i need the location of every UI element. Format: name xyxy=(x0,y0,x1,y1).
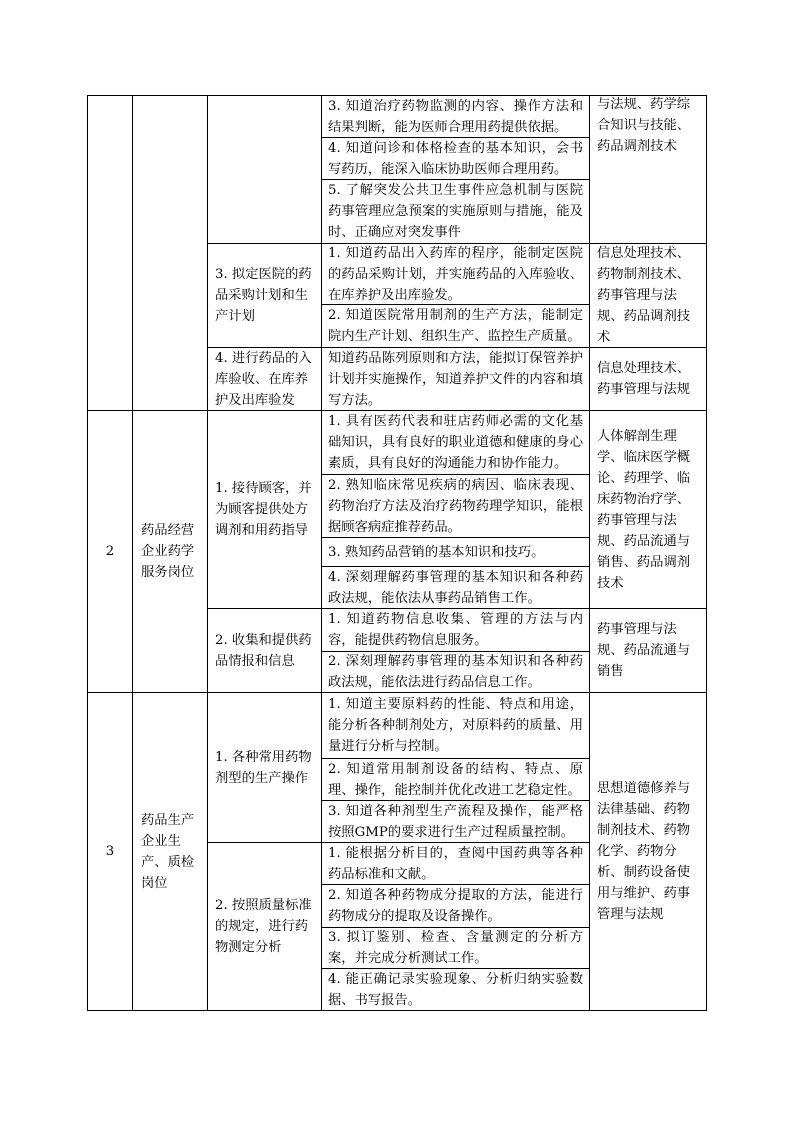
ability-cell xyxy=(321,179,590,244)
ability-text: 5. 了解突发公共卫生事件应急机制与医院药事管理应急预案的实施原则与措施，能及时、正确应对突发事件 xyxy=(328,183,583,240)
job-ability-course-table xyxy=(87,95,707,1011)
ability-text: 3. 知道各种剂型生产流程及操作，能严格按照GMP的要求进行生产过程质量控制。 xyxy=(328,803,583,840)
task-cell xyxy=(207,842,322,1011)
task-text: 2. 按照质量标准的规定，进行药物测定分析 xyxy=(215,898,312,955)
section-number: 3 xyxy=(105,844,115,859)
courses-cell xyxy=(589,243,707,348)
task-cell xyxy=(207,692,322,843)
ability-text: 2. 知道各种药物成分提取的方法，能进行药物成分的提取及设备操作。 xyxy=(328,888,583,924)
task-text: 2. 收集和提供药品情报和信息 xyxy=(215,632,312,669)
position-cell xyxy=(132,692,208,1011)
ability-cell xyxy=(321,95,590,138)
section-1-position-cell xyxy=(132,95,208,411)
courses-cell xyxy=(589,95,707,244)
ability-cell xyxy=(321,842,590,885)
section-1-number-cell xyxy=(87,95,133,411)
task-text: 4. 进行药品的入库验收、在库养护及出库验发 xyxy=(215,350,312,408)
ability-cell xyxy=(321,410,590,475)
position-text: 药品经营企业药学服务岗位 xyxy=(141,523,195,580)
courses-text: 人体解剖生理学、临床医学概论、药理学、临床药物治疗学、药事管理与法规、药品流通与销售、药品调剂技术 xyxy=(597,428,691,591)
ability-cell xyxy=(321,651,590,693)
section-number-cell xyxy=(87,692,133,1011)
ability-cell xyxy=(321,968,590,1011)
ability-cell xyxy=(321,800,590,843)
courses-text: 药事管理与法规、药品流通与销售 xyxy=(597,622,691,679)
ability-cell xyxy=(321,137,590,180)
ability-text: 1. 能根据分析目的，查阅中国药典等各种药品标准和文献。 xyxy=(328,845,583,882)
ability-text: 3. 熟知药品营销的基本知识和技巧。 xyxy=(328,544,545,560)
task-cell xyxy=(207,347,322,411)
ability-text: 1. 具有医药代表和驻店药师必需的文化基础知识，具有良好的职业道德和健康的身心素质，具有良好的沟通能力和协作能力。 xyxy=(328,414,583,471)
ability-text: 1. 知道药品出入药库的程序，能制定医院的药品采购计划，并实施药品的入库验收、在库养护及出库验发。 xyxy=(328,245,583,303)
ability-cell xyxy=(321,884,590,928)
courses-cell xyxy=(589,347,707,411)
section-1-task-continued-cell xyxy=(207,95,322,244)
ability-text: 2. 知道常用制剂设备的结构、特点、原理、操作，能控制并优化改进工艺稳定性。 xyxy=(328,761,583,798)
ability-text: 2. 知道医院常用制剂的生产方法，能制定院内生产计划、组织生产、监控生产质量。 xyxy=(328,308,583,344)
ability-cell xyxy=(321,347,590,411)
task-text: 1. 接待顾客，并为顾客提供处方调剂和用药指导 xyxy=(215,481,312,538)
courses-text: 信息处理技术、药事管理与法规 xyxy=(597,361,691,397)
courses-cell xyxy=(589,692,707,1011)
ability-cell xyxy=(321,537,590,567)
ability-text: 1. 知道药物信息收集、管理的方法与内容，能提供药物信息服务。 xyxy=(328,612,583,648)
task-text: 1. 各种常用药物剂型的生产操作 xyxy=(215,749,312,786)
task-cell xyxy=(207,410,322,609)
courses-text: 与法规、药学综合知识与技能、药品调剂技术 xyxy=(597,97,691,154)
ability-text: 4. 知道问诊和体格检查的基本知识，会书写药历，能深入临床协助医师合理用药。 xyxy=(328,140,583,177)
ability-cell xyxy=(321,927,590,969)
section-number: 2 xyxy=(105,544,115,559)
ability-cell xyxy=(321,608,590,652)
ability-text: 3. 拟订鉴别、检查、含量测定的分析方案，并完成分析测试工作。 xyxy=(328,930,583,966)
ability-text: 4. 深刻理解药事管理的基本知识和各种药政法规，能依法从事药品销售工作。 xyxy=(328,569,583,606)
ability-text: 知道药品陈列原则和方法，能拟订保管养护计划并实施操作，知道养护文件的内容和填写方法。 xyxy=(328,350,583,408)
section-number-cell xyxy=(87,410,133,693)
ability-text: 2. 深刻理解药事管理的基本知识和各种药政法规，能依法进行药品信息工作。 xyxy=(328,654,583,690)
ability-cell xyxy=(321,304,590,348)
ability-cell xyxy=(321,692,590,759)
position-text: 药品生产企业生产、质检岗位 xyxy=(141,812,195,891)
task-cell xyxy=(207,608,322,693)
courses-text: 信息处理技术、药物制剂技术、药事管理与法规、药品调剂技术 xyxy=(597,246,691,345)
courses-cell xyxy=(589,608,707,693)
ability-cell xyxy=(321,243,590,305)
ability-text: 4. 能正确记录实验现象、分析归纳实验数据、书写报告。 xyxy=(328,971,583,1008)
ability-text: 3. 知道治疗药物监测的内容、操作方法和结果判断，能为医师合理用药提供依据。 xyxy=(328,98,583,135)
courses-cell xyxy=(589,410,707,609)
ability-cell xyxy=(321,758,590,801)
task-cell xyxy=(207,243,322,348)
courses-text: 思想道德修养与法律基础、药物制剂技术、药物化学、药物分析、制药设备使用与维护、药事管理与法规 xyxy=(597,781,691,922)
task-text: 3. 拟定医院的药品采购计划和生产计划 xyxy=(215,267,312,324)
position-cell xyxy=(132,410,208,693)
ability-cell xyxy=(321,566,590,609)
ability-text: 1. 知道主要原料药的性能、特点和用途，能分析各种制剂处方，对原料药的质量、用量进行分析与控制。 xyxy=(328,697,583,754)
ability-cell xyxy=(321,474,590,538)
ability-text: 2. 熟知临床常见疾病的病因、临床表现、药物治疗方法及治疗药物药理学知识，能根据顾客病症推荐药品。 xyxy=(328,477,583,535)
